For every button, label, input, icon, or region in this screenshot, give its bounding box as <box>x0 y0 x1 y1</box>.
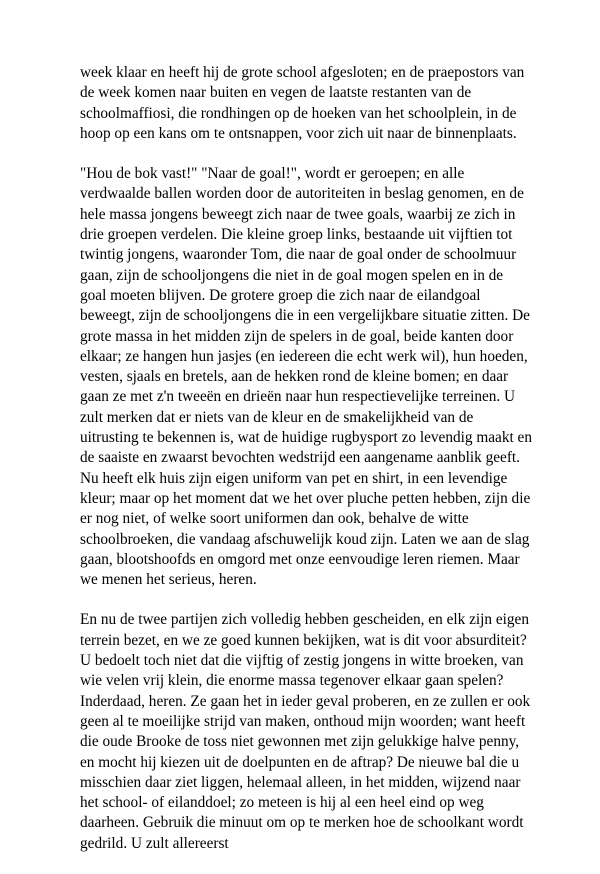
paragraph-1: week klaar en heeft hij de grote school afgesloten; en de praepostors van de week komen naar buiten en vegen de laatste restanten van de schoolmaffiosi, die rondhingen op de hoeken van het schoolplein, in de hoop op een kans om te ontsnappen, voor zich uit naar de binnenplaats. <box>80 64 525 142</box>
document-page <box>80 63 532 874</box>
paragraph-2: "Hou de bok vast!" "Naar de goal!", wordt er geroepen; en alle verdwaalde ballen worden door de autoriteiten in beslag genomen, en de hele massa jongens beweegt zich naar de twee goals, waarbij ze zich in drie groepen verdelen. Die kleine groep links, bestaande uit vijftien tot twintig jongens, waaronder Tom, die naar de goal onder de schoolmuur gaan, zijn de schooljongens die niet in de goal mogen spelen en in de goal moeten blijven. De grotere groep die zich naar de eilandgoal beweegt, zijn de schooljongens die in een vergelijkbare situatie zitten. De grote massa in het midden zijn de spelers in de goal, beide kanten door elkaar; ze hangen hun jasjes (en iedereen die echt werk wil), hun hoeden, vesten, sjaals en bretels, aan de hekken rond de kleine bomen; en daar gaan ze met z'n tweeën en drieën naar hun respectievelijke terreinen. U zult merken dat er niets van de kleur en de smakelijkheid van de uitrusting te bekennen is, wat de huidige rugbysport zo levendig maakt en de saaiste en zwaarst bevochten wedstrijd een aangename aanblik geeft. Nu heeft elk huis zijn eigen uniform van pet en shirt, in een levendige kleur; maar op het moment dat we het over pluche petten hebben, zijn die er nog niet, of welke soort uniformen dan ook, behalve de witte schoolbroeken, die vandaag afschuwelijk koud zijn. Laten we aan de slag gaan, blootshoofds en omgord met onze eenvoudige leren riemen. Maar we menen het serieus, heren. <box>80 165 532 589</box>
paragraph-3: En nu de twee partijen zich volledig hebben gescheiden, en elk zijn eigen terrein bezet, en we ze goed kunnen bekijken, wat is dit voor absurditeit? U bedoelt toch niet dat die vijftig of zestig jongens in witte broeken, van wie velen vrij klein, die enorme massa tegenover elkaar gaan spelen? Inderdaad, heren. Ze gaan het in ieder geval proberen, en ze zullen er ook geen al te moeilijke strijd van maken, onthoud mijn woorden; want heeft die oude Brooke de toss niet gewonnen met zijn gelukkige halve penny, en mocht hij kiezen uit de doelpunten en de aftrap? De nieuwe bal die u misschien daar ziet liggen, helemaal alleen, in het midden, wijzend naar het school- of eilanddoel; zo meteen is hij al een heel eind op weg daarheen. Gebruik die minuut om op te merken hoe de schoolkant wordt gedrild. U zult allereerst <box>80 611 531 852</box>
